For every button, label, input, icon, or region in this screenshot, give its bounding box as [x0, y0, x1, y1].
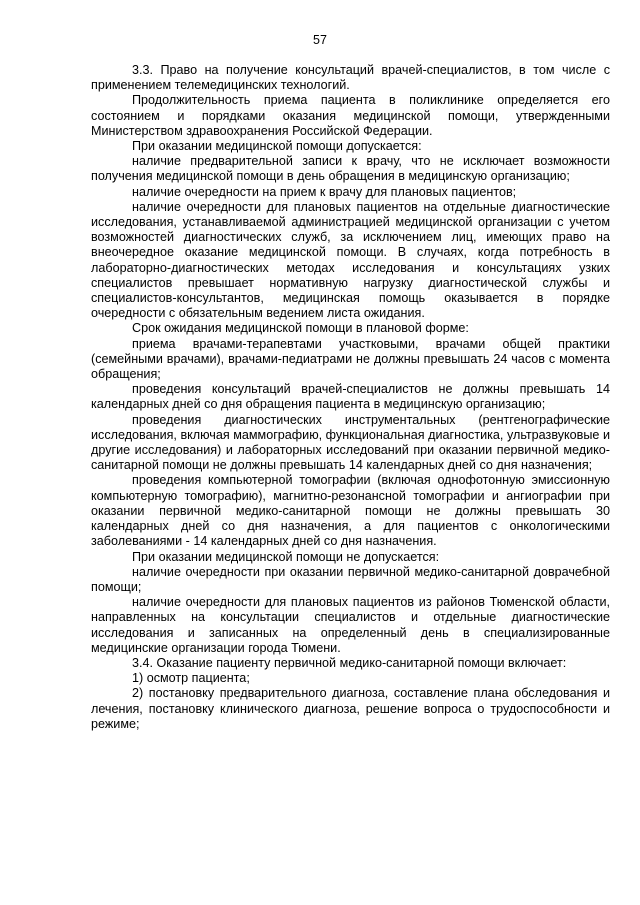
- paragraph-waiting-diagnostics: проведения диагностических инструментальных (рентгенографические исследования, включая маммографию, функциональная диагностика, ультразвуковые и другие исследования) и лабораторных исследований при оказании первичной медико-санитарной помощи не должны превышать 14 календарных дней со дня назначения;: [91, 412, 610, 473]
- paragraph-waiting-tomography: проведения компьютерной томографии (включая однофотонную эмиссионную компьютерную томографию), магнитно-резонансной томографии и ангиографии при оказании первичной медико-санитарной помощи не должны превышать 30 календарных дней со дня назначения, а для пациентов с онкологическими заболеваниями - 14 календарных дней со дня назначения.: [91, 473, 610, 549]
- paragraph-waiting-time-heading: Срок ожидания медицинской помощи в плановой форме:: [132, 321, 469, 336]
- paragraph-allowed-preregistration: наличие предварительной записи к врачу, что не исключает возможности получения медицинской помощи в день обращения в медицинскую организацию;: [91, 154, 610, 184]
- paragraph-section-3-3: 3.3. Право на получение консультаций врачей-специалистов, в том числе с применением телемедицинских технологий.: [91, 63, 610, 93]
- document-body: [91, 63, 610, 732]
- paragraph-allowed-queue-doctor: наличие очередности на прием к врачу для плановых пациентов;: [132, 184, 517, 199]
- paragraph-waiting-specialists: проведения консультаций врачей-специалистов не должны превышать 14 календарных дней со дня обращения пациента в медицинскую организацию;: [91, 382, 610, 412]
- paragraph-not-allowed-prehospital: наличие очередности при оказании первичной медико-санитарной доврачебной помощи;: [91, 564, 610, 594]
- paragraph-not-allowed-heading: При оказании медицинской помощи не допускается:: [132, 549, 440, 564]
- page-number: 57: [313, 33, 327, 47]
- paragraph-waiting-therapists: приема врачами-терапевтами участковыми, врачами общей практики (семейными врачами), врачами-педиатрами не должны превышать 24 часов с момента обращения;: [91, 336, 610, 382]
- list-item-2: 2) постановку предварительного диагноза, составление плана обследования и лечения, постановку клинического диагноза, решение вопроса о трудоспособности и режиме;: [91, 686, 610, 731]
- paragraph-allowed-heading: При оказании медицинской помощи допускается:: [132, 139, 422, 154]
- paragraph-not-allowed-regions: наличие очередности для плановых пациентов из районов Тюменской области, направленных на консультации специалистов и отдельные диагностические исследования и записанных на определенный день в специализированные медицинские организации города Тюмени.: [91, 595, 610, 655]
- paragraph-section-3-4: 3.4. Оказание пациенту первичной медико-санитарной помощи включает:: [132, 655, 567, 670]
- paragraph-appointment-duration: Продолжительность приема пациента в поликлинике определяется его состоянием и порядками оказания медицинской помощи, утвержденными Министерством здравоохранения Российской Федерации.: [91, 93, 610, 138]
- paragraph-allowed-queue-diagnostics: наличие очередности для плановых пациентов на отдельные диагностические исследования, устанавливаемой администрацией медицинской организации с учетом возможностей диагностических служб, за исключением лиц, имеющих право на внеочередное оказание медицинской помощи. В случаях, когда потребность в лабораторно-диагностических методах исследования и консультациях узких специалистов превышает нормативную нагрузку диагностической службы и специалистов-консультантов, медицинская помощь оказывается в порядке очередности с обязательным ведением листа ожидания.: [91, 199, 610, 321]
- list-item-1: 1) осмотр пациента;: [132, 671, 250, 686]
